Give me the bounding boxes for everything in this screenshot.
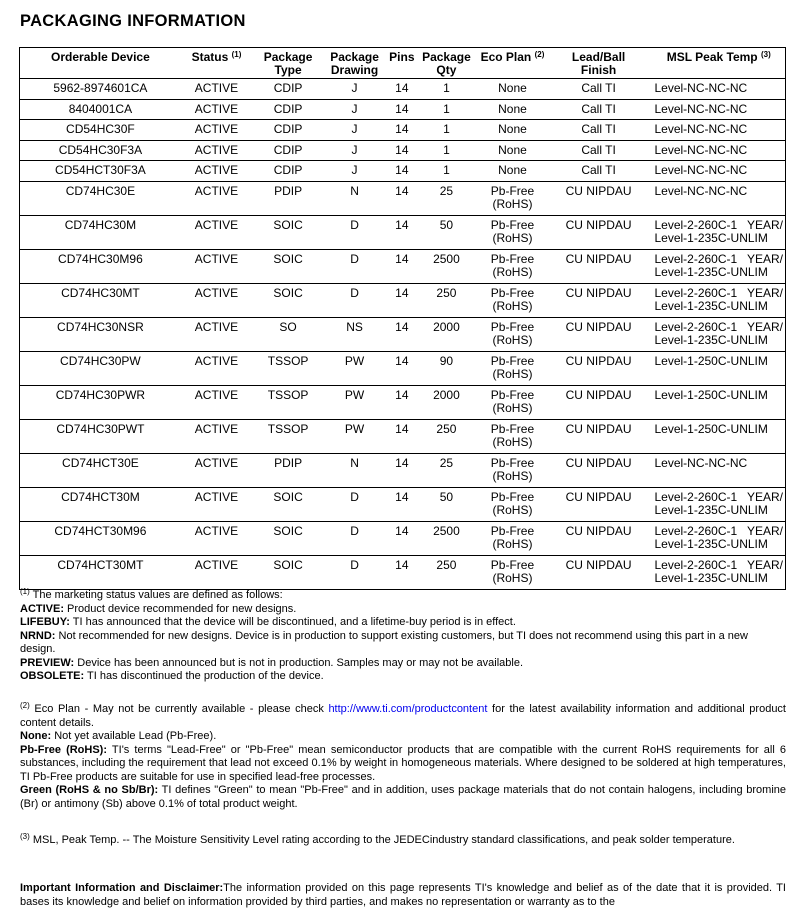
cell-lead-finish: Call TI xyxy=(551,140,647,161)
col-header-lead-finish: Lead/Ball Finish xyxy=(551,48,647,79)
cell-msl: Level-2-260C-1 YEAR/ Level-1-235C-UNLIM xyxy=(646,215,785,249)
cell-package-qty: 2000 xyxy=(419,385,475,419)
cell-pins: 14 xyxy=(385,79,419,100)
cell-package-drawing: D xyxy=(324,555,385,589)
col-header-msl: MSL Peak Temp $^{(3)}$ xyxy=(646,48,785,79)
cell-package-qty: 2500 xyxy=(419,521,475,555)
cell-package-qty: 2000 xyxy=(419,317,475,351)
cell-device: CD74HC30M xyxy=(20,215,181,249)
cell-device: CD54HC30F3A xyxy=(20,140,181,161)
cell-msl: Level-2-260C-1 YEAR/ Level-1-235C-UNLIM xyxy=(646,521,785,555)
cell-status: ACTIVE xyxy=(181,317,252,351)
cell-eco-plan: Pb-Free (RoHS) xyxy=(474,521,550,555)
table-row xyxy=(20,487,786,521)
cell-status: ACTIVE xyxy=(181,521,252,555)
table-row xyxy=(20,140,786,161)
cell-device: CD74HC30PWR xyxy=(20,385,181,419)
table-row xyxy=(20,453,786,487)
cell-pins: 14 xyxy=(385,317,419,351)
table-row xyxy=(20,283,786,317)
cell-device: CD74HC30PWT xyxy=(20,419,181,453)
cell-pins: 14 xyxy=(385,140,419,161)
cell-status: ACTIVE xyxy=(181,120,252,141)
cell-lead-finish: Call TI xyxy=(551,161,647,182)
cell-package-qty: 250 xyxy=(419,419,475,453)
cell-status: ACTIVE xyxy=(181,453,252,487)
cell-eco-plan: Pb-Free (RoHS) xyxy=(474,351,550,385)
cell-msl: Level-2-260C-1 YEAR/ Level-1-235C-UNLIM xyxy=(646,317,785,351)
cell-package-qty: 25 xyxy=(419,181,475,215)
col-header-eco-plan: Eco Plan $^{(2)}$ xyxy=(474,48,550,79)
cell-package-type: SO xyxy=(252,317,324,351)
cell-status: ACTIVE xyxy=(181,555,252,589)
page-title: PACKAGING INFORMATION xyxy=(20,12,246,30)
cell-status: ACTIVE xyxy=(181,99,252,120)
cell-package-qty: 50 xyxy=(419,487,475,521)
cell-package-qty: 50 xyxy=(419,215,475,249)
cell-package-type: TSSOP xyxy=(252,351,324,385)
cell-msl: Level-1-250C-UNLIM xyxy=(646,351,785,385)
table-row xyxy=(20,521,786,555)
table-row xyxy=(20,385,786,419)
cell-pins: 14 xyxy=(385,555,419,589)
table-row xyxy=(20,161,786,182)
col-header-package-drawing: Package Drawing xyxy=(324,48,385,79)
cell-msl: Level-NC-NC-NC xyxy=(646,120,785,141)
cell-eco-plan: None xyxy=(474,120,550,141)
cell-msl: Level-2-260C-1 YEAR/ Level-1-235C-UNLIM xyxy=(646,555,785,589)
cell-package-type: SOIC xyxy=(252,283,324,317)
col-header-device: Orderable Device xyxy=(20,48,181,79)
cell-pins: 14 xyxy=(385,521,419,555)
cell-msl: Level-2-260C-1 YEAR/ Level-1-235C-UNLIM xyxy=(646,283,785,317)
cell-package-type: SOIC xyxy=(252,215,324,249)
table-row xyxy=(20,79,786,100)
cell-lead-finish: CU NIPDAU xyxy=(551,181,647,215)
table-header-row xyxy=(20,48,786,79)
cell-package-qty: 1 xyxy=(419,99,475,120)
table-row xyxy=(20,120,786,141)
cell-msl: Level-NC-NC-NC xyxy=(646,161,785,182)
table-row xyxy=(20,99,786,120)
cell-device: CD74HCT30E xyxy=(20,453,181,487)
cell-lead-finish: CU NIPDAU xyxy=(551,487,647,521)
cell-package-drawing: PW xyxy=(324,419,385,453)
cell-msl: Level-2-260C-1 YEAR/ Level-1-235C-UNLIM xyxy=(646,249,785,283)
cell-pins: 14 xyxy=(385,283,419,317)
cell-package-type: CDIP xyxy=(252,140,324,161)
cell-status: ACTIVE xyxy=(181,161,252,182)
cell-eco-plan: None xyxy=(474,79,550,100)
cell-device: CD74HC30M96 xyxy=(20,249,181,283)
product-content-link[interactable]: http://www.ti.com/productcontent xyxy=(328,703,488,715)
cell-eco-plan: Pb-Free (RoHS) xyxy=(474,453,550,487)
cell-package-qty: 250 xyxy=(419,283,475,317)
cell-eco-plan: Pb-Free (RoHS) xyxy=(474,249,550,283)
cell-package-type: PDIP xyxy=(252,453,324,487)
cell-msl: Level-NC-NC-NC xyxy=(646,99,785,120)
cell-package-qty: 1 xyxy=(419,79,475,100)
cell-status: ACTIVE xyxy=(181,181,252,215)
cell-lead-finish: Call TI xyxy=(551,120,647,141)
cell-eco-plan: Pb-Free (RoHS) xyxy=(474,555,550,589)
cell-device: CD74HCT30M xyxy=(20,487,181,521)
cell-eco-plan: Pb-Free (RoHS) xyxy=(474,181,550,215)
cell-pins: 14 xyxy=(385,487,419,521)
cell-package-qty: 90 xyxy=(419,351,475,385)
cell-status: ACTIVE xyxy=(181,249,252,283)
cell-package-drawing: J xyxy=(324,161,385,182)
table-row xyxy=(20,555,786,589)
table-row xyxy=(20,351,786,385)
footnote-2: $^{(2)}$ Eco Plan - May not be currently available - please check http://www.ti.com/productcontent for the latest availability information and additional product content details. None: Not yet available Lead (Pb-Free). Pb-Free (RoHS): TI's terms "Lead-Free" or "Pb-Free" mean semiconductor products that are compatible with the current RoHS requirements for all 6 substances, including the requirement that lead not exceed 0.1% by weight in homogeneous materials. Where designed to be soldered at high temperatures, TI Pb-Free products are suitable for use in specified lead-free processes. Green (RoHS & no Sb/Br): TI defines "Green" to mean "Pb-Free" and in addition, uses package materials that do not contain halogens, including bromine (Br) or antimony (Sb) above 0.1% of total product weight. xyxy=(20,701,786,810)
cell-lead-finish: CU NIPDAU xyxy=(551,351,647,385)
cell-package-qty: 2500 xyxy=(419,249,475,283)
cell-package-type: TSSOP xyxy=(252,385,324,419)
cell-device: CD74HC30PW xyxy=(20,351,181,385)
cell-pins: 14 xyxy=(385,161,419,182)
cell-pins: 14 xyxy=(385,99,419,120)
cell-package-type: PDIP xyxy=(252,181,324,215)
cell-package-type: SOIC xyxy=(252,521,324,555)
cell-lead-finish: CU NIPDAU xyxy=(551,419,647,453)
cell-device: CD74HC30NSR xyxy=(20,317,181,351)
cell-msl: Level-NC-NC-NC xyxy=(646,140,785,161)
cell-package-type: SOIC xyxy=(252,555,324,589)
cell-package-drawing: J xyxy=(324,120,385,141)
cell-lead-finish: CU NIPDAU xyxy=(551,283,647,317)
cell-package-qty: 25 xyxy=(419,453,475,487)
cell-pins: 14 xyxy=(385,419,419,453)
cell-package-type: CDIP xyxy=(252,120,324,141)
cell-pins: 14 xyxy=(385,181,419,215)
cell-lead-finish: Call TI xyxy=(551,99,647,120)
cell-package-drawing: D xyxy=(324,283,385,317)
cell-eco-plan: None xyxy=(474,161,550,182)
cell-eco-plan: Pb-Free (RoHS) xyxy=(474,317,550,351)
cell-status: ACTIVE xyxy=(181,487,252,521)
cell-lead-finish: CU NIPDAU xyxy=(551,555,647,589)
cell-package-type: CDIP xyxy=(252,161,324,182)
cell-package-drawing: N xyxy=(324,181,385,215)
cell-status: ACTIVE xyxy=(181,79,252,100)
cell-msl: Level-1-250C-UNLIM xyxy=(646,385,785,419)
cell-lead-finish: CU NIPDAU xyxy=(551,317,647,351)
cell-package-type: CDIP xyxy=(252,99,324,120)
cell-package-qty: 1 xyxy=(419,161,475,182)
cell-package-drawing: D xyxy=(324,215,385,249)
cell-lead-finish: CU NIPDAU xyxy=(551,215,647,249)
cell-device: CD54HC30F xyxy=(20,120,181,141)
cell-msl: Level-NC-NC-NC xyxy=(646,453,785,487)
cell-device: CD54HCT30F3A xyxy=(20,161,181,182)
cell-eco-plan: Pb-Free (RoHS) xyxy=(474,215,550,249)
cell-msl: Level-1-250C-UNLIM xyxy=(646,419,785,453)
footnote-1: $^{(1)}$ The marketing status values are defined as follows: ACTIVE: Product device recommended for new designs. LIFEBUY: TI has announced that the device will be discontinued, and a lifetime-buy period is in effect. NRND: Not recommended for new designs. Device is in production to support existing customers, but TI does not recommend using this part in a new design. PREVIEW: Device has been announced but is not in production. Samples may or may not be available. OBSOLETE: TI has discontinued the production of the device. xyxy=(20,587,748,682)
cell-package-qty: 250 xyxy=(419,555,475,589)
table-row xyxy=(20,419,786,453)
cell-eco-plan: Pb-Free (RoHS) xyxy=(474,419,550,453)
cell-package-drawing: J xyxy=(324,140,385,161)
cell-device: 5962-8974601CA xyxy=(20,79,181,100)
cell-pins: 14 xyxy=(385,385,419,419)
cell-status: ACTIVE xyxy=(181,419,252,453)
col-header-package-qty: Package Qty xyxy=(419,48,475,79)
cell-pins: 14 xyxy=(385,120,419,141)
cell-eco-plan: None xyxy=(474,99,550,120)
cell-pins: 14 xyxy=(385,249,419,283)
cell-status: ACTIVE xyxy=(181,140,252,161)
cell-pins: 14 xyxy=(385,215,419,249)
cell-device: CD74HC30E xyxy=(20,181,181,215)
cell-package-drawing: J xyxy=(324,79,385,100)
cell-device: CD74HCT30M96 xyxy=(20,521,181,555)
cell-package-drawing: PW xyxy=(324,351,385,385)
cell-lead-finish: CU NIPDAU xyxy=(551,249,647,283)
cell-status: ACTIVE xyxy=(181,283,252,317)
cell-lead-finish: Call TI xyxy=(551,79,647,100)
table-row xyxy=(20,249,786,283)
cell-package-drawing: D xyxy=(324,487,385,521)
cell-package-drawing: N xyxy=(324,453,385,487)
cell-device: CD74HCT30MT xyxy=(20,555,181,589)
cell-package-type: SOIC xyxy=(252,487,324,521)
cell-msl: Level-NC-NC-NC xyxy=(646,181,785,215)
table-row xyxy=(20,317,786,351)
cell-package-drawing: D xyxy=(324,521,385,555)
table-row xyxy=(20,215,786,249)
cell-package-qty: 1 xyxy=(419,120,475,141)
cell-msl: Level-NC-NC-NC xyxy=(646,79,785,100)
packaging-table xyxy=(19,47,786,590)
cell-package-qty: 1 xyxy=(419,140,475,161)
cell-pins: 14 xyxy=(385,453,419,487)
cell-package-drawing: NS xyxy=(324,317,385,351)
table-row xyxy=(20,181,786,215)
cell-lead-finish: CU NIPDAU xyxy=(551,385,647,419)
cell-pins: 14 xyxy=(385,351,419,385)
cell-eco-plan: Pb-Free (RoHS) xyxy=(474,283,550,317)
cell-status: ACTIVE xyxy=(181,351,252,385)
cell-package-type: SOIC xyxy=(252,249,324,283)
cell-package-drawing: PW xyxy=(324,385,385,419)
cell-package-drawing: D xyxy=(324,249,385,283)
cell-package-drawing: J xyxy=(324,99,385,120)
col-header-pins: Pins xyxy=(385,48,419,79)
footnote-3: $^{(3)}$ MSL, Peak Temp. -- The Moisture Sensitivity Level rating according to the JEDECindustry standard classifications, and peak solder temperature. xyxy=(20,832,735,846)
cell-device: 8404001CA xyxy=(20,99,181,120)
cell-status: ACTIVE xyxy=(181,215,252,249)
col-header-package-type: Package Type xyxy=(252,48,324,79)
col-header-status: Status $^{(1)}$ xyxy=(181,48,252,79)
cell-eco-plan: Pb-Free (RoHS) xyxy=(474,487,550,521)
cell-msl: Level-2-260C-1 YEAR/ Level-1-235C-UNLIM xyxy=(646,487,785,521)
disclaimer: Important Information and Disclaimer:The information provided on this page represents TI's knowledge and belief as of the date that it is provided. TI bases its knowledge and belief on information provided by third parties, and makes no representation or warranty as to the xyxy=(20,882,786,908)
cell-status: ACTIVE xyxy=(181,385,252,419)
cell-eco-plan: None xyxy=(474,140,550,161)
cell-lead-finish: CU NIPDAU xyxy=(551,521,647,555)
cell-package-type: CDIP xyxy=(252,79,324,100)
cell-device: CD74HC30MT xyxy=(20,283,181,317)
cell-lead-finish: CU NIPDAU xyxy=(551,453,647,487)
cell-package-type: TSSOP xyxy=(252,419,324,453)
cell-eco-plan: Pb-Free (RoHS) xyxy=(474,385,550,419)
